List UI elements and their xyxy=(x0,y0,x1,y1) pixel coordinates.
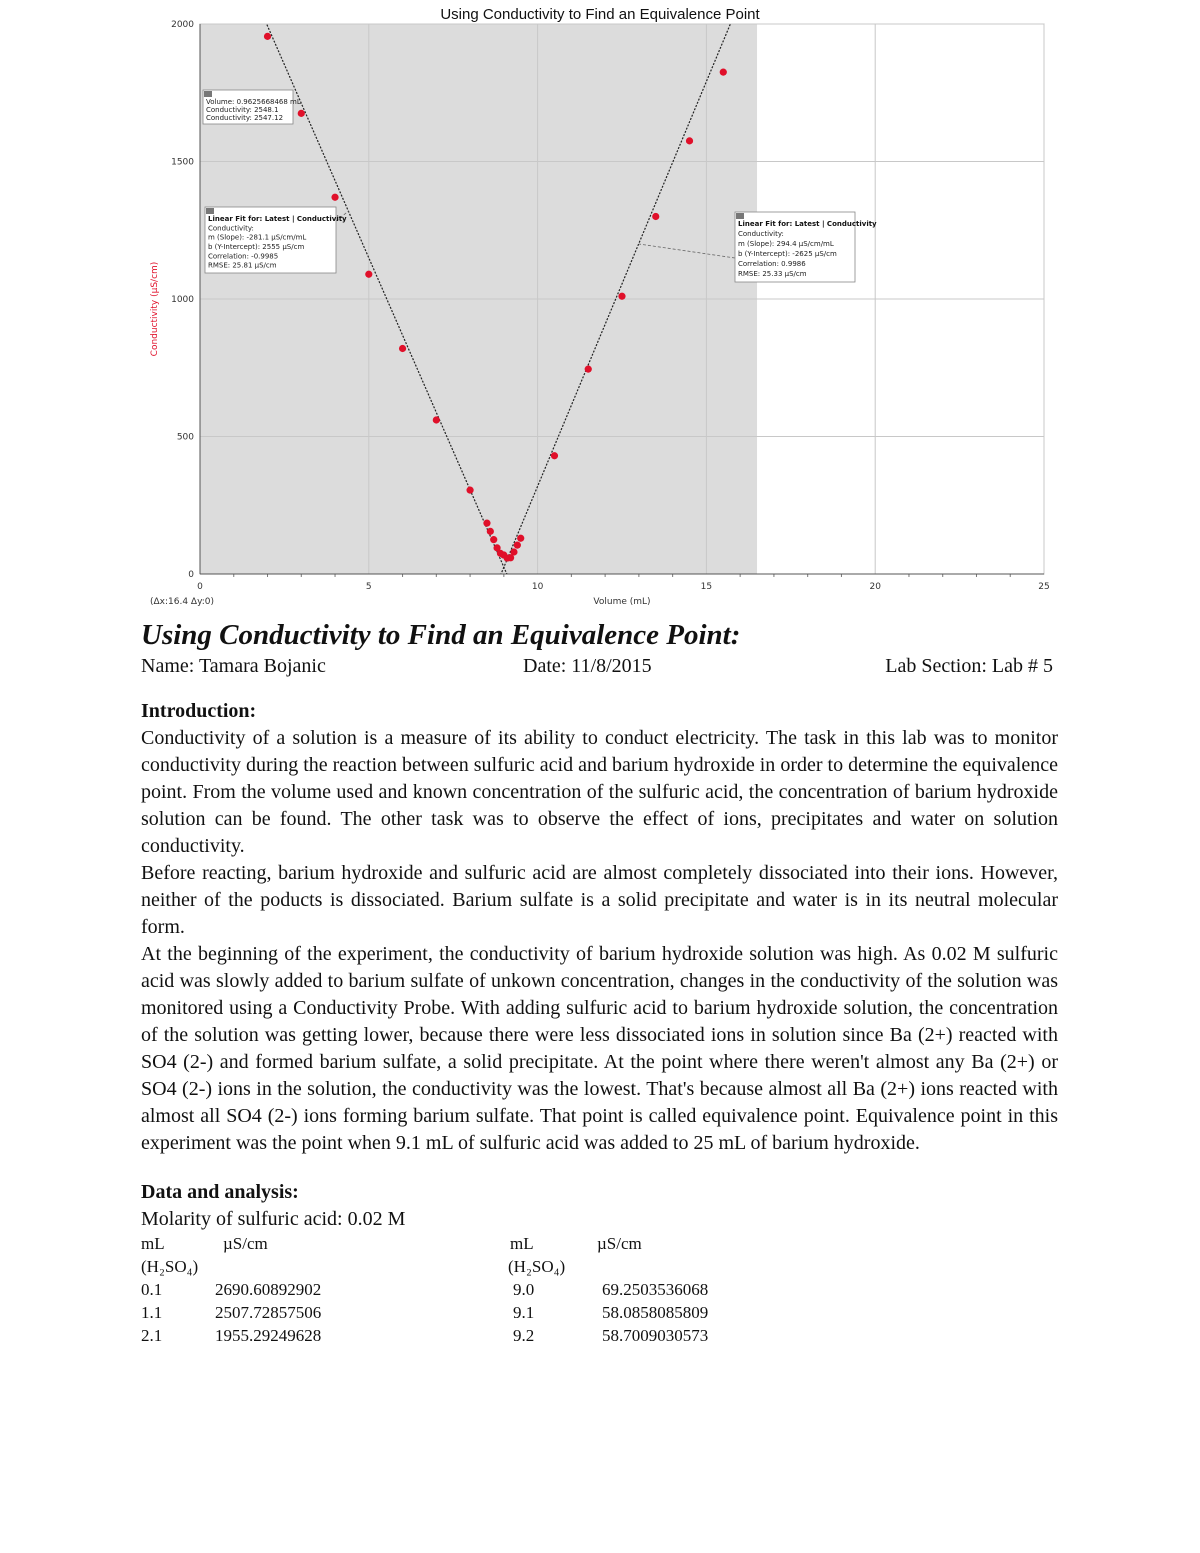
left-header-sub: (H₂SO₄) xyxy=(141,1257,199,1276)
data-point xyxy=(331,194,338,201)
delta-readout: (Δx:16.4 Δy:0) xyxy=(150,597,215,607)
annotation-close-icon xyxy=(204,91,212,97)
annotation-text: m (Slope): -281.1 µS/cm/mL xyxy=(208,233,307,242)
document-body xyxy=(141,617,1058,1353)
meta-row xyxy=(141,653,1058,680)
data-point xyxy=(720,69,727,76)
data-point xyxy=(466,487,473,494)
left-header-ml: mL xyxy=(141,1234,165,1253)
right-header-unit: µS/cm xyxy=(597,1234,642,1253)
y-tick-label: 2000 xyxy=(171,20,194,30)
annotation-text: b (Y-Intercept): -2625 µS/cm xyxy=(738,250,837,258)
left-row-1-ml: 0.1 xyxy=(141,1280,163,1299)
molarity-line: Molarity of sulfuric acid: 0.02 M xyxy=(141,1208,406,1230)
y-tick-label: 0 xyxy=(188,570,194,580)
data-point xyxy=(483,520,490,527)
right-row-3-value: 58.7009030573 xyxy=(602,1326,709,1345)
data-point xyxy=(264,33,271,40)
annotation-text: Conductivity: 2548.1 xyxy=(206,106,279,114)
data-point xyxy=(490,536,497,543)
left-row-2-ml: 1.1 xyxy=(141,1303,163,1322)
chart-canvas xyxy=(0,0,1200,615)
annotation-text: RMSE: 25.33 µS/cm xyxy=(738,270,807,278)
annotation-text: RMSE: 25.81 µS/cm xyxy=(208,261,277,270)
data-point xyxy=(399,345,406,352)
lab-section: Lab Section: Lab # 5 xyxy=(885,655,1053,677)
doc-title: Using Conductivity to Find an Equivalence Point: xyxy=(141,619,741,651)
left-header-unit: µS/cm xyxy=(223,1234,268,1253)
y-axis-label: Conductivity (µS/cm) xyxy=(150,261,160,357)
data-point xyxy=(510,548,517,555)
data-point xyxy=(365,271,372,278)
conductivity-chart xyxy=(0,0,1200,615)
intro-paragraph-1: Conductivity of a solution is a measure of its ability to conduct electricity. The task in this lab was to monitor conductivity during the reaction between sulfuric acid and barium hydroxide in order to determine the equivalence point. From the volume used and known concentration of the sulfuric acid, the concentration of barium hydroxide solution can be found. The other task was to observe the effect of ions, precipitates and water on solution conductivity. xyxy=(141,727,1058,857)
right-header-ml: mL xyxy=(510,1234,534,1253)
annotation-text: Volume: 0.9625668468 mL xyxy=(206,98,301,106)
student-name: Name: Tamara Bojanic xyxy=(141,655,326,677)
right-row-1-ml: 9.0 xyxy=(513,1280,535,1299)
annotation-text: b (Y-Intercept): 2555 µS/cm xyxy=(208,243,305,251)
right-header-sub: (H₂SO₄) xyxy=(508,1257,566,1276)
data-point xyxy=(686,137,693,144)
annotation-text: Conductivity: xyxy=(208,224,254,233)
right-row-2-ml: 9.1 xyxy=(513,1303,535,1322)
annotation-text: Linear Fit for: Latest | Conductivity xyxy=(208,215,347,223)
data-point xyxy=(298,110,305,117)
x-tick-label: 25 xyxy=(1038,582,1050,592)
right-row-3-ml: 9.2 xyxy=(513,1326,535,1345)
data-point xyxy=(487,528,494,535)
x-tick-label: 0 xyxy=(197,582,203,592)
data-point xyxy=(618,293,625,300)
x-tick-label: 20 xyxy=(869,582,881,592)
annotation-text: m (Slope): 294.4 µS/cm/mL xyxy=(738,240,834,248)
annotation-text: Correlation: -0.9985 xyxy=(208,252,279,261)
chart-title: Using Conductivity to Find an Equivalence Point xyxy=(440,6,760,23)
data-heading: Data and analysis: xyxy=(141,1181,299,1203)
data-point xyxy=(585,366,592,373)
intro-paragraph-3: At the beginning of the experiment, the conductivity of barium hydroxide solution was high. As 0.02 M sulfuric acid was slowly added to barium sulfate of unkown concentration, changes in the conductivity of the solution was monitored using a Conductivity Probe. With adding sulfuric acid to barium hydroxide solution, the concentration of the solution was getting lower, because there were less dissociated ions in solution since Ba (2+) reacted with SO4 (2-) and formed barium sulfate, a solid precipitate. At the point where there weren't almost any Ba (2+) or SO4 (2-) ions in the solution, the conductivity was the lowest. That's because almost all Ba (2+) ions reacted with almost all SO4 (2-) ions forming barium sulfate. That point is called equivalence point. Equivalence point in this experiment was the point when 9.1 mL of sulfuric acid was added to 25 mL of barium hydroxide. xyxy=(141,943,1058,1154)
right-row-1-value: 69.2503536068 xyxy=(602,1280,709,1299)
annotation-text: Correlation: 0.9986 xyxy=(738,260,806,268)
data-point xyxy=(514,542,521,549)
intro-heading: Introduction: xyxy=(141,700,257,722)
report-date: Date: 11/8/2015 xyxy=(523,655,652,677)
annotation-close-icon xyxy=(206,208,214,214)
right-row-2-value: 58.0858085809 xyxy=(602,1303,709,1322)
x-tick-label: 5 xyxy=(365,582,372,592)
data-point xyxy=(433,416,440,423)
left-row-2-value: 2507.72857506 xyxy=(215,1303,322,1322)
data-point xyxy=(551,452,558,459)
x-tick-label: 15 xyxy=(700,582,713,592)
data-point xyxy=(652,213,659,220)
y-tick-label: 500 xyxy=(176,432,194,443)
left-row-3-ml: 2.1 xyxy=(141,1326,163,1345)
y-tick-label: 1500 xyxy=(171,157,194,168)
annotation-text: Conductivity: 2547.12 xyxy=(206,114,284,122)
left-row-3-value: 1955.29249628 xyxy=(215,1326,322,1345)
y-tick-label: 1000 xyxy=(171,295,194,305)
x-tick-label: 10 xyxy=(531,582,544,592)
annotation-text: Conductivity: xyxy=(738,230,784,238)
data-table xyxy=(141,1233,1058,1353)
x-axis-label: Volume (mL) xyxy=(593,597,651,607)
data-point xyxy=(517,535,524,542)
intro-paragraph-2: Before reacting, barium hydroxide and sulfuric acid are almost completely dissociated into their ions. However, neither of the poducts is dissociated. Barium sulfate is a solid precipitate and water is in its neutral molecular form. xyxy=(141,862,1058,938)
annotation-close-icon xyxy=(736,213,744,219)
left-row-1-value: 2690.60892902 xyxy=(215,1280,322,1299)
annotation-text: Linear Fit for: Latest | Conductivity xyxy=(738,220,877,228)
